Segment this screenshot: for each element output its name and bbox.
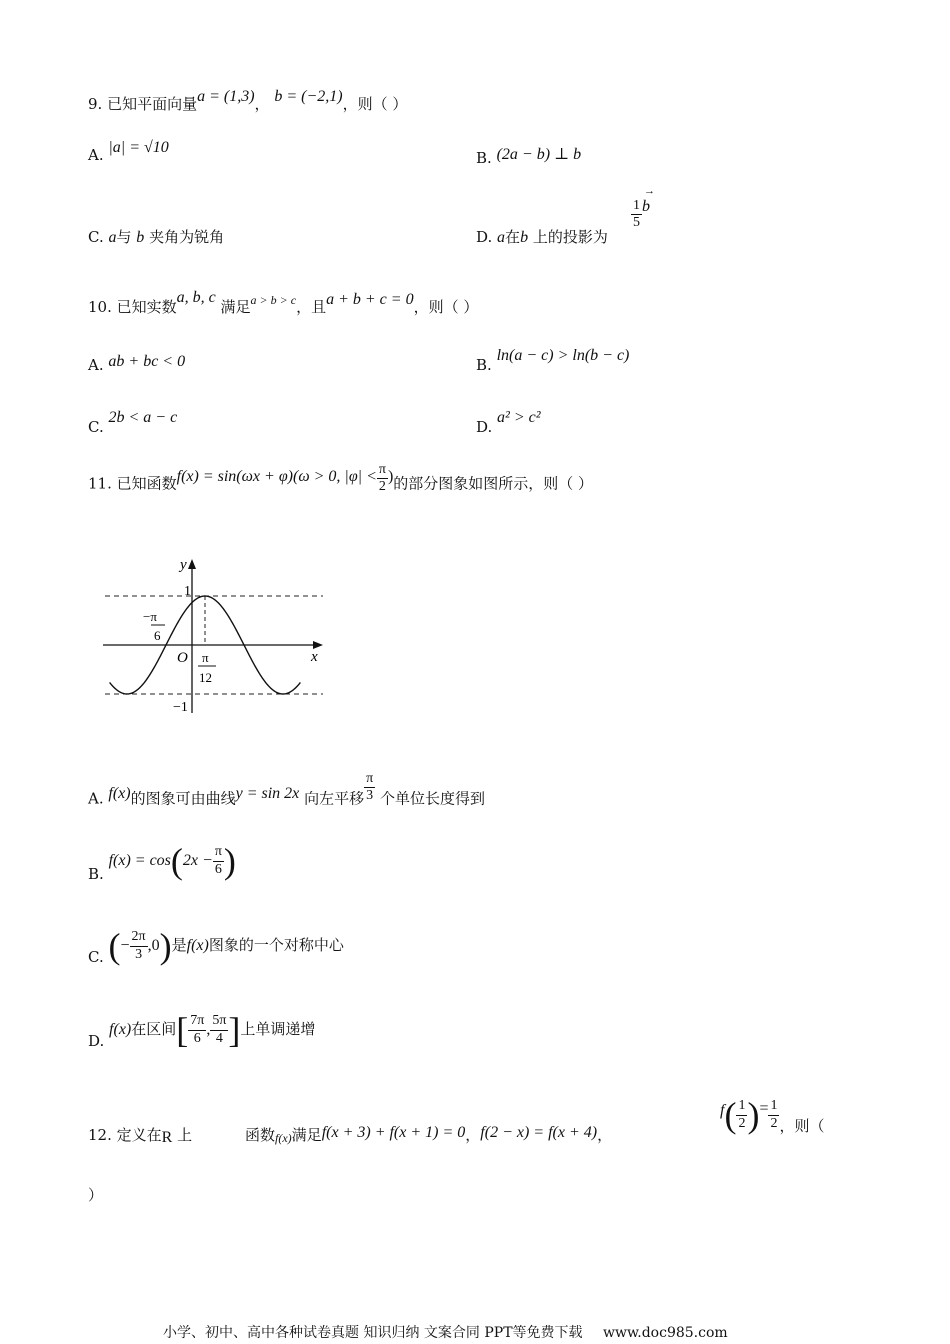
q10-c-math: 2b < a − c [108,409,178,426]
q11-function-graph [95,545,335,720]
x-axis-label: x [311,649,318,665]
tick-neg-pi6-den: 6 [154,628,161,643]
q10-cond2: a + b + c = 0 [326,291,414,308]
tick-pi12-den: 12 [199,670,212,685]
fraction-denominator: 6 [214,861,222,877]
q12-stem-text: 12. 定义在 [88,1126,162,1144]
q11-a-text2: 向左平移 [304,789,365,808]
y-tick-1: 1 [184,584,191,599]
fraction-numerator: π [213,844,224,861]
q10-mid: 满足 [220,298,251,316]
q10-option-c[interactable] [88,409,178,437]
q9-stem-suffix: ，则（ ） [342,95,408,113]
option-label: C. [88,418,104,436]
option-label: D. [476,418,493,436]
footer-url[interactable]: www.doc985.com [602,1325,728,1341]
fraction-denominator: 2 [738,1115,746,1131]
q11-c-tail: ,0 [147,937,160,954]
fraction-numerator: π [377,462,388,479]
fraction-denominator: 3 [135,946,143,962]
q9-d-vec-letter: b [642,198,650,216]
option-label: C. [88,948,104,966]
q10-stem-suffix: ，则（ ） [413,298,479,316]
option-label: A. [88,146,104,164]
q11-a-curve: y = sin 2x [235,784,300,802]
q12-R: R [161,1129,173,1146]
footer-text: 小学、初中、高中各种试卷真题 知识归纳 文案合同 PPT等免费下载 [163,1325,583,1341]
q12-c1: ， [465,1126,481,1144]
q11-a-text1: 的图象可由曲线 [130,789,236,808]
option-label: D. [88,1032,105,1050]
left-paren: ( [724,1095,737,1135]
right-paren: ) [159,926,172,966]
option-label: B. [88,865,104,883]
q11-option-b[interactable] [88,841,236,883]
option-label: C. [88,228,104,246]
q11-d-comma: , [206,1021,211,1038]
q10-stem [88,289,479,317]
q10-a-math: ab + bc < 0 [108,353,186,370]
q11-d-text1: 在区间 [131,1020,177,1038]
q11-stem [88,462,594,501]
q11-stem-text: 11. 已知函数 [88,474,177,493]
q9-comma: ， [254,95,270,113]
fraction [631,198,642,231]
fraction-numerator: 7π [188,1013,206,1030]
q9-d-text1: 在 [505,228,521,246]
fraction-numerator: 1 [736,1098,747,1115]
fraction-denominator: 2 [770,1115,778,1131]
q11-a-fx: f(x) [108,784,131,802]
q12-line2-text: ） [88,1186,104,1204]
fraction [768,1098,779,1131]
fraction-denominator: 5 [633,215,640,231]
left-paren: ( [170,841,183,881]
fraction-denominator: 6 [193,1030,201,1046]
right-paren: ) [747,1095,760,1135]
right-bracket: ] [228,1010,241,1050]
option-label: A. [88,356,104,374]
q12-f: f [720,1102,725,1119]
q9-c-text1: 与 [116,228,132,246]
q9-c-b: b [136,229,145,246]
q11-c-text2: 图象的一个对称中心 [208,936,344,954]
fraction [130,929,148,962]
q9-vec-a: a = (1,3) [197,88,255,105]
q10-vars: a, b, c [176,289,216,306]
q11-c-text1: 是 [171,936,187,954]
option-label: A. [88,789,104,808]
option-label: B. [476,356,492,374]
fraction [377,462,388,495]
q10-option-a[interactable] [88,353,186,375]
q11-c-neg: − [120,937,130,954]
fraction-numerator: 5π [210,1013,228,1030]
q11-c-fx: f(x) [186,937,209,954]
q9-a-math: |a| = √10 [108,139,169,156]
y-axis-label: y [180,557,187,573]
y-tick-neg1: −1 [173,700,188,715]
y-axis-arrow-icon [188,559,196,569]
fraction-numerator: 1 [631,198,642,215]
fraction [210,1013,228,1046]
right-paren: ) [223,841,236,881]
fraction-numerator: π [366,771,374,786]
q12-func-word: 函数 [245,1126,276,1144]
fraction [188,1013,206,1046]
q11-option-a[interactable] [88,771,485,816]
fraction-denominator: 2 [378,479,386,495]
q11-close: ) [387,467,394,485]
q11-option-c[interactable] [88,928,344,964]
q9-stem-text: 9. 已知平面向量 [88,95,198,113]
q10-option-b[interactable] [476,347,630,375]
q11-d-text2: 上单调递增 [240,1020,316,1038]
left-paren: ( [108,926,121,966]
fraction [213,844,224,877]
x-axis-arrow-icon [313,641,323,649]
q12-c2: ， [597,1126,613,1144]
q9-option-b[interactable] [476,148,581,168]
q9-stem [88,88,408,114]
fraction [736,1098,747,1131]
q9-d-vec [642,185,655,216]
q9-d-text2: 上的投影为 [532,228,608,246]
q10-stem-text: 10. 已知实数 [88,298,177,316]
q10-mid2: ，且 [296,298,327,316]
q10-b-math: ln(a − c) > ln(b − c) [496,347,630,364]
fraction-numerator: 1 [768,1098,779,1115]
q12-satisfy: 满足 [291,1126,322,1144]
q9-option-d[interactable] [476,226,608,247]
q11-option-d[interactable] [88,1012,315,1048]
q10-cond: a > b > c [250,293,297,307]
q11-b-math: f(x) = cos [108,852,171,869]
q11-b-inner: 2x − [182,852,213,869]
vector-arrow-icon: → [644,185,655,198]
q11-func: f(x) = sin(ωx + φ)(ω > 0, |φ| < [176,467,377,485]
q9-d-a: a [497,229,506,246]
footer [163,1322,728,1342]
fraction-denominator: 3 [364,787,375,804]
q9-option-a[interactable] [88,139,169,165]
q12-stem [88,1098,193,1146]
q11-stem-suffix: 的部分图象如图所示，则（ ） [393,474,594,493]
q12-line2 [88,1184,103,1205]
q12-stem-suffix: ，则（ [779,1117,825,1135]
q12-fx: f(x) [275,1131,292,1145]
origin-label: O [177,650,188,666]
q10-d-math: a² > c² [497,409,541,426]
q11-d-fx: f(x) [109,1021,132,1038]
q12-on: 上 [177,1126,193,1144]
fraction-denominator: 4 [215,1030,223,1046]
q11-a-text3: 个单位长度得到 [379,789,485,808]
q9-c-a: a [108,229,117,246]
q9-vec-b: b = (−2,1) [274,88,343,105]
q12-stem-cont [245,1097,613,1145]
q9-d-projection [631,185,655,231]
q12-eq2: f(2 − x) = f(x + 4) [480,1124,598,1141]
left-bracket: [ [176,1010,189,1050]
q12-eq1: f(x + 3) + f(x + 1) = 0 [321,1124,466,1141]
tick-pi12-num: π [202,650,209,665]
tick-neg-pi6-num: −π [143,609,157,624]
option-label: B. [476,149,492,167]
option-label: D. [476,228,493,246]
q9-b-math: (2a − b) ⊥ b [496,146,582,163]
q9-d-b: b [520,229,529,246]
q9-c-text2: 夹角为锐角 [149,228,225,246]
q10-option-d[interactable] [476,409,541,437]
fraction [364,771,375,804]
q9-option-c[interactable] [88,226,224,247]
q12-eq3 [720,1097,825,1133]
fraction-numerator: 2π [130,929,148,946]
q12-eq-sign: = [759,1100,769,1117]
